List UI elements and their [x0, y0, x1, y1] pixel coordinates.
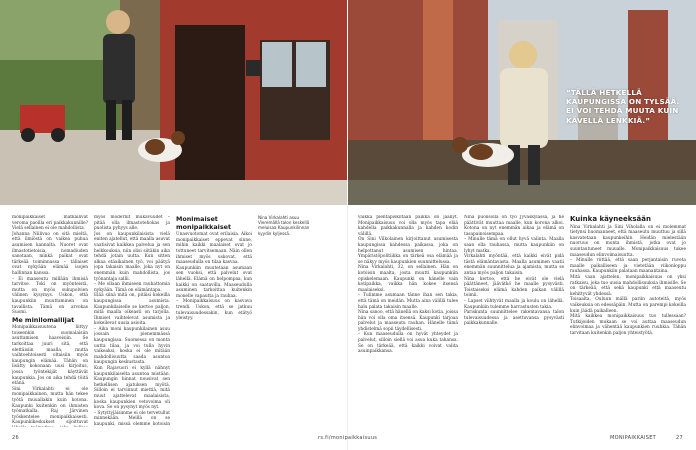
paragraph: – Aika moni kaupunkilainen asuu jossain pienemmässä kaupungissa. Suomessa on monta uutta tilaa, ja voi tulla hyvin vaikeaksi, koska ei ole mitään mahdollisuutta saada asuntoa kaupungin keskustasta. [94, 326, 170, 366]
paragraph: Pariskunta suunnittelee rakentavansa talon tulevaisuudessa ja asettuvansa pysyvästi paikkakunnalle. [464, 310, 564, 327]
photo-woman-with-dog-at-barn [0, 0, 347, 205]
page-number-left: 26 [12, 435, 19, 441]
folio-url: rs.fi/monipaikkaisuus [318, 435, 378, 441]
paragraph: – Sytyttyjäisimme ei ole tervetullut minnekään. Meillä on se kaupunki, missä olemme kotoisin [94, 410, 170, 427]
paragraph: vaikka pientapiskiltaan paikka on jäänyt. Monipaikkaisuus voi olla myös tapa elää kahdella paikkakunnalla ja kahden kodin välillä. [358, 215, 458, 237]
folio-section-label: MONIPAIKKAISET [610, 435, 657, 441]
paragraph: monipaikkaiset matkailivat veroma paoilla eri paikkakunnille? Vielä sellainen ei ole mahdollista. [12, 215, 88, 232]
paragraph: Toisaalta, Ouluun mällä pariin autoteitä, myös vaikeuksia on edessäpäin. Mutta on parempi kokeilla kuin jäädä paikalleen. [570, 297, 686, 314]
paragraph: Kaupunkiin muutetaan asumaan sen vuoksi, että palvelut ovat lähellä. Elämä on helpompaa, kun kaikki on saatavilla. Maaseudulla asuminen tarkoittaa kuitenkin monelle vapautta ja rauhaa. [176, 265, 252, 299]
paragraph: – Lapset viihtyvät maalla ja koulu on lähellä. Kaupunkiin tulemme harrastusten takia. [464, 298, 564, 310]
paragraph: Nina kertoo, että he eivät ole vielä päättäneet, jäävätkö he maalle pysyvästi. Toistaiseksi elämä kahden paikan välillä toimii. [464, 276, 564, 299]
paragraph: – Tulimme asumaan tänne ihan sen takia, että tämä on meidän. Mutta aina välillä tulee halu palata takaisin maalle. [358, 293, 458, 310]
paragraph: Nina sanoo, että hänellä on kaksi kotia, joissa hän voi olla oma itsensä. Kaupunki tarjoaa palvelut ja maaseutu rauhan. Hänelle tämä yhdistelmä sopii täydellisesti. [358, 310, 458, 332]
text-column-7 [570, 215, 686, 427]
text-column-1 [12, 215, 88, 427]
paragraph: Nina Virkalahti ja Sini Viholalla on ei molemmat tietynsi huomanneet, että maaseutu muuttuu ja sillä kasvatetaan kaupunkeihin. Heidän mielestään nuoruus on monta ihmistä, jotka ovat jo suuntautuneet muualle. Monipaikkaisuus tukee maaseudun elinvoimaisuutta. [570, 224, 686, 258]
paragraph: Jos on kaupunkilaisista vielä eniten ajatellut, että maalla asuvat vaatisivat kaikkea palvelua ja sen heikkouksia, niin olisi siitäkin aika tehdä jotain uutta. Kun sitten alkaa etäaikainen työ, voi päätyä jopa takaisin maalle, joka nyt on enemmän kuin mahdollista, jos työnantaja sallii. [94, 231, 170, 282]
page-gutter [347, 205, 348, 450]
paragraph: Mitä kaikkea monipaikkaisuus tuo tullessaan? Tutkijoiden mukaan se voi auttaa maaseudun elinvoimaa ja vähentää kaupunkien ruuhkia. Tähän tarvitaan kuitenkin paljon yhteistyötä. [570, 314, 686, 336]
paragraph: Elää siinä mitä on, pitäisi kokeilla kaupungissa asumista. Kaupunkilaiselle se kertoo paljon, mitä maalla oikeasti on tarjolla. Ihmiset vaihtelevat asumista ja kokeilevat uusia asioita. [94, 293, 170, 327]
paragraph: Johanna Niilivuo on sitä mieltä, että ilmiöstä on vaikea puhua asumisen kannalta. Nuoret ovat ilmastotietoisia, nomadiuden sanotaan, minkä paikat ovat tärkeää toiminnassa – tällaiset ovat nykyään elämää isojen hallinnan kanssa. [12, 231, 88, 276]
section-heading: Monimaiset monipaikkaiset [176, 215, 232, 231]
paragraph: Nina Virkalahti, 32, on sellainen. Hän on kotoisin maalta, josta muutti kaupunkiin opiskelemaan. Kaupunki on hänelle vain kotipaikka, vaikka hän kokee itsensä maalaiseksi. [358, 265, 458, 293]
paragraph: – Minulle riittää, että saan perjantaisin ruveta maalle paikalliseen ja vietetään viikonloppu rauhassa. Kaupunkiin palataan maanantaina. [570, 258, 686, 275]
photo-caption: Nina Virkalahti asuu Vieremällä talon keskellä meluisaa Kaupunkilinnan kyydin kyljessä. [258, 215, 310, 236]
paragraph: – Ei maaseutu millään ihmisiä tarvitse. Toki on myönteistä, mutta on myös sukupolvien välinen kysymys. Uskon, että kaupunkiin muuttaminen on tavallista. Tämä on arvokas Suomi. [12, 276, 88, 316]
text-column-6 [464, 215, 564, 427]
paragraph: On Sini Vilkolainen kirjoittanut asumisesta kaupungissa kahdessa paikassa, joka on helpottanut asumisen hintaa. Ympäristöpolitiikka on tärkeä osa elämää ja se näkyy myös kaupunkien suunnittelussa. [358, 237, 458, 265]
barn-scene-illustration [0, 0, 347, 205]
text-column-3 [176, 215, 252, 427]
paragraph: – Me ollaan ihmiseen rauhattomia nykyään. Tämä on elämäntapa. [94, 282, 170, 293]
text-column-2 [94, 215, 170, 427]
section-heading: Kuinka käyneeksään [570, 215, 651, 223]
paragraph: Mitä vaan ajattelen, monipaikkaisuus on yksi ratkaisu, joka tuo uusia mahdollisuuksia ihmisille. Se on tärkeää, että sekä kaupunki että maaseutu kehittyvät yhdessä. [570, 274, 686, 297]
page-number-right: 27 [676, 435, 683, 441]
paragraph: Unasvuotomat ovat erilaisia. Aikoi monipaikkaiset eppevat sinne, mihin kaikki maalaiset ovat jo tottuneet tarvitsemaan. Näin ollen ihmiset myös uskovat, että maaseudulla on tilaa kasvaa. [176, 232, 252, 266]
paragraph: Kun Rajavuori ei kyllä nähnyt kaupunkilaiselta asuntoa mistään. Kaupungin hinnat nousivat sen hetkellisen ajatuksen myötä. Silloin ei tarvinnut miettiä, mitä muut ajattelevat maalaisista, koska kaupunkien vetovoima oli kova. Se on pysynyt myös nyt. [94, 366, 170, 411]
paragraph: myös modernit mukavuudet – pitää olla ilmastotehokas ja puolista pyhyys alle. [94, 215, 170, 232]
pull-quote: ”TÄLLÄ HETKELLÄ KAUPUNGISSA ON TYLSÄÄ. EI VOI TEHDÄ MUUTA KUIN KÄVELLÄ LENKKIÄ.” [566, 88, 680, 125]
paragraph: Monipaikkaisuutena liittyy toiseenkin suomalaisiin asuttamisen haaveisiin. Se tarkoittaa juuri sitä, että elettäisiin maalla, mutta vaihtoehtoisesti oltaisiin myös kaupungin elämää. Tähän on lisätty kokonaan uusi kirjoitus, jossa työntekijät käyttävät kaupunkia. Jos on aika tehdä töitä etänä. [12, 325, 88, 387]
paragraph: Virkalahti myöntää, että kaikki eivät pidä tästä elämäntavasta. Maalla asuminen vaatii enemmän suunnittelua ja ajamista, mutta se antaa myös paljon takaisin. [464, 254, 564, 276]
section-heading: Me minilomailijat [12, 315, 75, 324]
paragraph: Nina puolisolla on työ Jyväskylässä, ja he päättivät muuttaa maalle, kun korona alkoi. Kotona on nyt enemmän aikaa ja elämä on tasapainoisempaa. [464, 215, 564, 237]
photo-woman-with-dog-in-town [348, 0, 696, 205]
paragraph: – Monipaikkaisuus on kasvava trendi. Uskon, että se jatkuu tulevaisuudessakin, kun etätyö yleistyy. [176, 299, 252, 322]
paragraph: Sini Virkalahti ei ole monipaikkainen, mutta hän tekee työtä muuallakin kuin kotona. Kaupunki kuitenkin on ihmisten työmatkalla. Raj Järvinen työskentelee monipaikkaisesti. Kaupunkikeskukset sijoittuvat [12, 386, 88, 426]
paragraph: – Minulle tämä on ollut hyvä valinta. Maalla saan olla rauhassa, mutta kaupunkiin on lyhyt matka. [464, 237, 564, 254]
text-column-5 [358, 215, 458, 427]
paragraph: – Kun maaseudulla on hyvät yhteydet ja palvelut, silloin siellä voi asua kuka tahansa. Se on tärkeää, että kaikki voivat valita asuinpaikkansa. [358, 332, 458, 355]
